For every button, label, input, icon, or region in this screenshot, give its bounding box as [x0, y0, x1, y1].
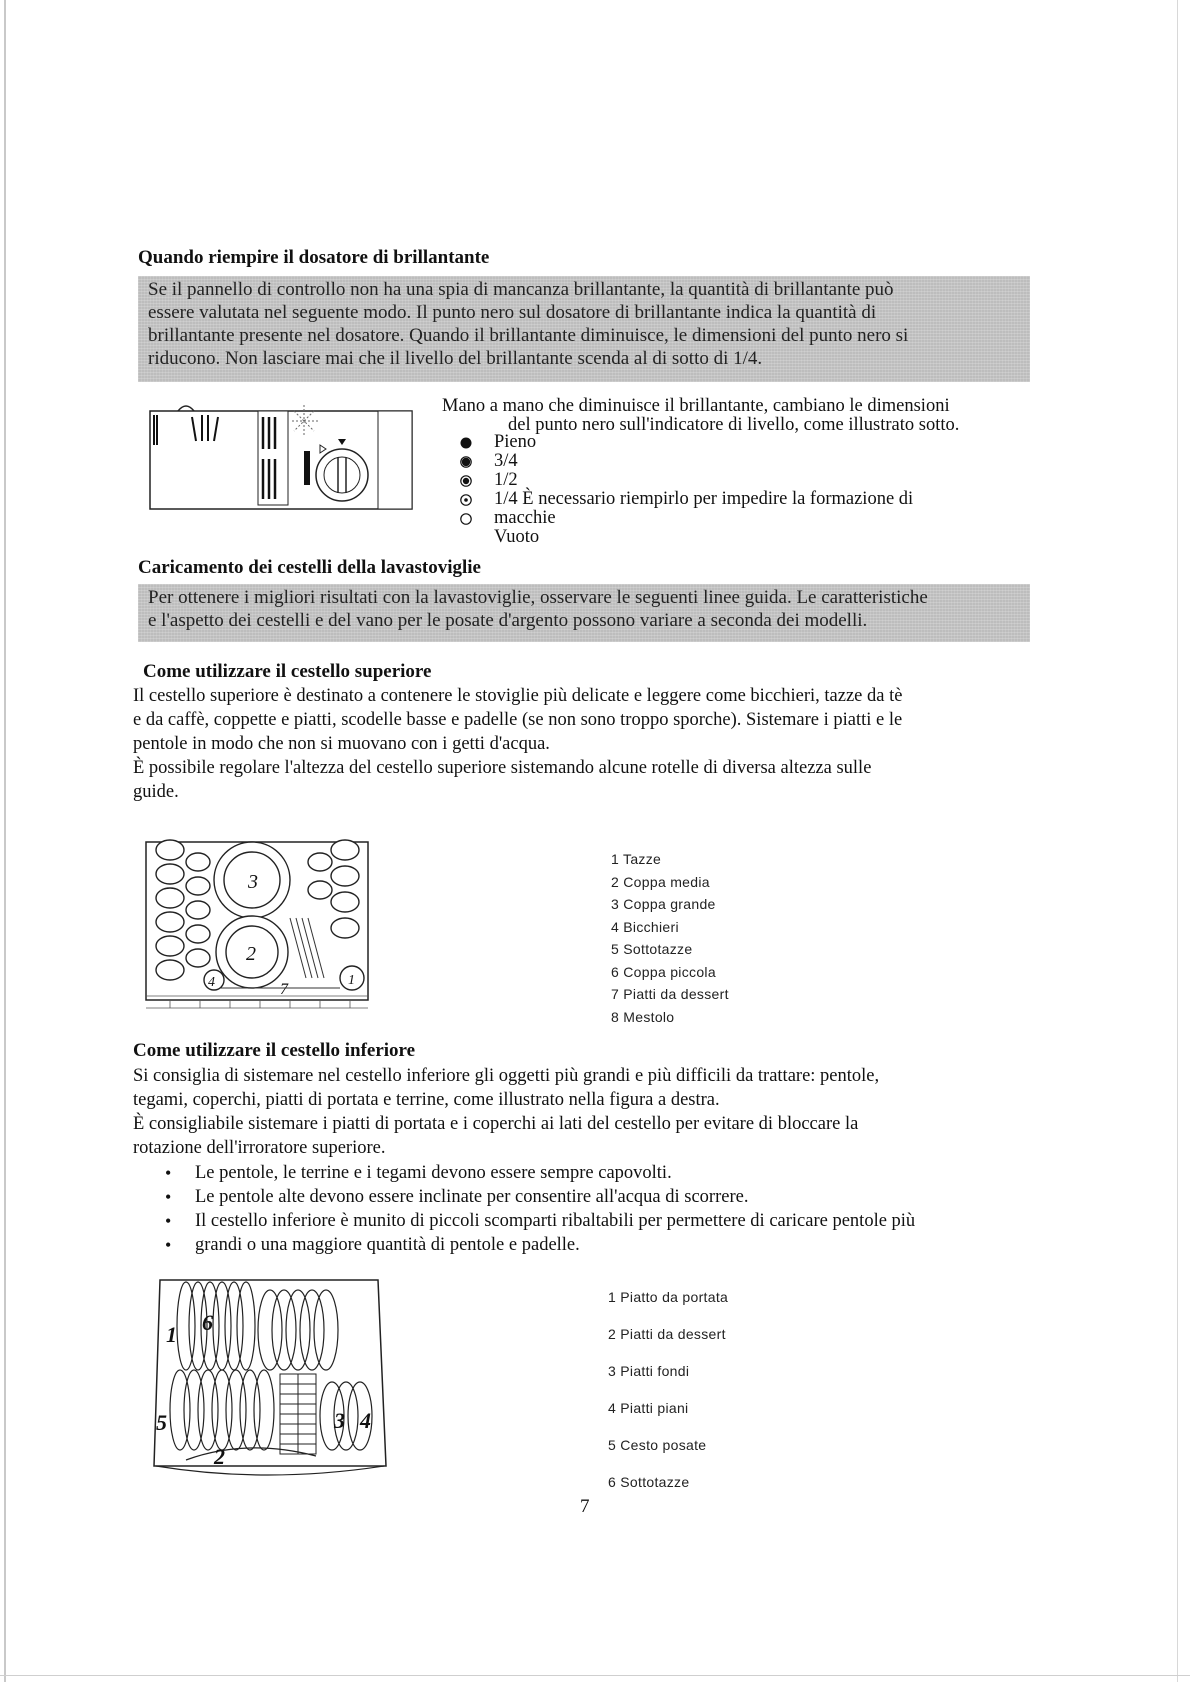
lower-basket-bullets: [133, 1161, 1053, 1257]
legend-item: 5 Sottotazze: [611, 941, 693, 957]
legend-item: 6 Sottotazze: [608, 1474, 690, 1490]
level-row: [460, 490, 913, 509]
level-row: [460, 452, 913, 471]
lower-basket-line: rotazione dell'irroratore superiore.: [133, 1138, 386, 1158]
scan-edge-bottom: [0, 1675, 1190, 1676]
upper-basket-line: guide.: [133, 782, 179, 802]
upper-basket-line: È possibile regolare l'altezza del cestello superiore sistemando alcune rotelle di diversa altezza sulle: [133, 758, 872, 778]
rinse-aid-note-line: riducono. Non lasciare mai che il livello del brillantante scenda al di sotto di 1/4.: [148, 348, 763, 369]
legend-item: 6 Coppa piccola: [611, 963, 716, 980]
level-label: 1/2: [494, 470, 518, 490]
lower-basket-heading: Come utilizzare il cestello inferiore: [133, 1040, 416, 1061]
legend-item: 3 Coppa grande: [611, 896, 716, 912]
rinse-aid-note-line: essere valutata nel seguente modo. Il punto nero sul dosatore di brillantante indica la quantità di: [148, 302, 877, 323]
rinse-aid-note: [138, 276, 1030, 382]
figure-number: 7: [280, 981, 288, 998]
level-label: 3/4: [494, 451, 518, 471]
upper-basket-legend: [611, 848, 729, 1028]
rinse-aid-dispenser-illustration: [148, 395, 416, 513]
lower-basket-legend: [608, 1286, 728, 1508]
upper-basket-text: [133, 684, 1053, 804]
lower-basket-line: È consigliabile sistemare i piatti di portata e i coperchi ai lati del cestello per evitare di bloccare la: [133, 1114, 859, 1134]
bullet-item: • Il cestello inferiore è munito di piccoli scomparti ribaltabili per permettere di caricare pentole più: [133, 1209, 1053, 1233]
figure-number: 1: [166, 1322, 177, 1347]
page-number: 7: [580, 1496, 590, 1517]
lower-basket-line: Si consiglia di sistemare nel cestello inferiore gli oggetti più grandi e più difficili da trattare: pentole,: [133, 1066, 880, 1086]
figure-number: 3: [248, 871, 258, 893]
bullet-item: [133, 1233, 1053, 1257]
upper-basket-line: pentole in modo che non si muovano con i getti d'acqua.: [133, 734, 550, 754]
level-label: 1/4 È necessario riempirlo per impedire la formazione di: [494, 489, 914, 509]
upper-basket-line: e da caffè, coppette e piatti, scodelle basse e padelle (se non sono troppo sporche). Sistemare i piatti e le: [133, 710, 903, 730]
level-label: Pieno: [494, 432, 537, 452]
level-indicator-list: [460, 433, 913, 547]
rinse-aid-heading: Quando riempire il dosatore di brillantante: [138, 247, 490, 268]
lower-basket-line: tegami, coperchi, piatti di portata e terrine, come illustrato nella figura a destra.: [133, 1090, 720, 1110]
level-row: [460, 433, 913, 452]
figure-number: 2: [246, 943, 256, 965]
three-quarter-dot-icon: [460, 456, 472, 468]
figure-number: 2: [214, 1444, 225, 1469]
figure-number: 6: [202, 1310, 213, 1335]
level-row: [460, 509, 913, 528]
bullet-item: • Le pentole alte devono essere inclinate per consentire all'acqua di scorrere.: [133, 1185, 1053, 1209]
half-dot-icon: [460, 475, 472, 487]
upper-basket-illustration: [140, 828, 380, 1012]
figure-number: 1: [348, 973, 355, 988]
rinse-aid-intro-line: Mano a mano che diminuisce il brillantante, cambiano le dimensioni: [442, 396, 950, 416]
legend-item: 3 Piatti fondi: [608, 1363, 690, 1379]
upper-basket-heading: Come utilizzare il cestello superiore: [143, 661, 432, 682]
figure-number: 5: [156, 1410, 167, 1435]
figure-number: 4: [208, 975, 215, 990]
empty-dot-icon: [460, 513, 472, 525]
bullet-item: • Le pentole, le terrine e i tegami devono essere sempre capovolti.: [133, 1161, 1053, 1185]
loading-note-line: e l'aspetto dei cestelli e del vano per le posate d'argento possono variare a seconda dei modelli.: [148, 610, 868, 631]
figure-number: 4: [360, 1408, 371, 1433]
level-label: macchie: [494, 508, 556, 528]
legend-item: 2 Piatti da dessert: [608, 1326, 726, 1342]
upper-basket-line: Il cestello superiore è destinato a contenere le stoviglie più delicate e leggere come bicchieri, tazze da tè: [133, 686, 903, 706]
loading-heading: Caricamento dei cestelli della lavastoviglie: [138, 557, 481, 578]
legend-item: 1 Tazze: [611, 851, 662, 867]
loading-note: [138, 584, 1030, 642]
full-dot-icon: [460, 437, 472, 449]
legend-item: 7 Piatti da dessert: [611, 986, 729, 1002]
legend-item: 2 Coppa media: [611, 873, 710, 890]
level-row: [460, 471, 913, 490]
legend-item: 1 Piatto da portata: [608, 1289, 729, 1305]
level-label: Vuoto: [494, 527, 540, 547]
legend-item: 5 Cesto posate: [608, 1437, 707, 1453]
scan-edge-right: [1177, 0, 1178, 1682]
rinse-aid-intro-line: del punto nero sull'indicatore di livello, come illustrato sotto.: [508, 415, 960, 435]
legend-item: 8 Mestolo: [611, 1008, 675, 1025]
rinse-aid-note-line: brillantante presente nel dosatore. Quando il brillantante diminuisce, le dimensioni del punto nero si: [148, 325, 909, 346]
lower-basket-text: [133, 1064, 1053, 1160]
level-row: [460, 528, 913, 547]
bullet-continuation: grandi o una maggiore quantità di pentole e padelle.: [195, 1235, 580, 1255]
legend-item: 4 Bicchieri: [611, 918, 679, 935]
scan-edge-left: [4, 0, 6, 1682]
lower-basket-illustration: [146, 1270, 392, 1490]
loading-note-line: Per ottenere i migliori risultati con la lavastoviglie, osservare le seguenti linee guida. Le caratteristiche: [148, 587, 928, 608]
rinse-aid-note-line: Se il pannello di controllo non ha una spia di mancanza brillantante, la quantità di brillantante può: [148, 279, 894, 300]
figure-number: 3: [334, 1408, 345, 1433]
quarter-dot-icon: [460, 494, 472, 506]
legend-item: 4 Piatti piani: [608, 1400, 689, 1416]
